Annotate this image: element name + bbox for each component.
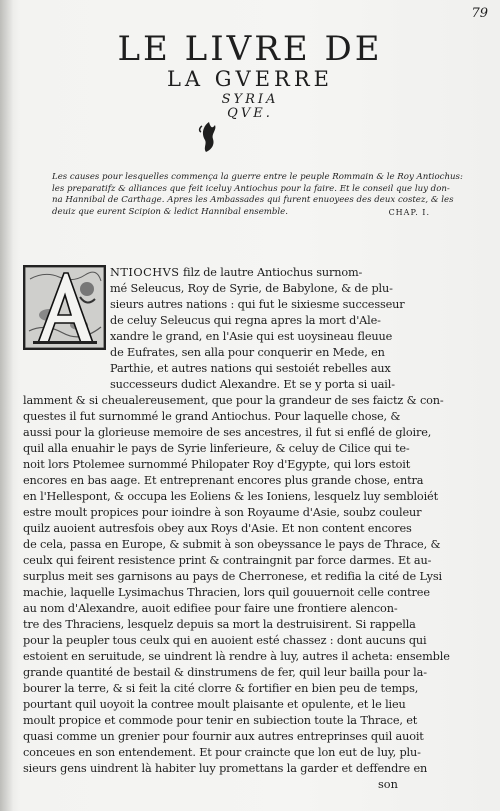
decorated-initial-a-image <box>23 265 106 350</box>
body-line: sieurs autres nations : qui fut le sixiesme successeur <box>110 298 405 311</box>
body-line: xandre le grand, en l'Asie qui est uoysineau fleuue <box>110 330 393 343</box>
body-line: grande quantité de bestail & dinstrumens de fer, quil leur bailla pour la- <box>23 666 427 679</box>
body-line: moult propice et commode pour tenir en subiection toute la Thrace, et <box>23 714 418 727</box>
body-line: mé Seleucus, Roy de Syrie, de Babylone, & de plu- <box>110 282 393 295</box>
body-line: ceulx qui feirent resistence print & contraingnit par force darmes. Et au- <box>23 554 432 567</box>
summary-line: les preparatifz & alliances que feit iceluy Antiochus pour la faire. Et le conseil que luy don- <box>52 183 450 194</box>
body-line: tre des Thraciens, lesquelz depuis sa mort la destruisirent. Si rappella <box>23 618 416 631</box>
body-line: de celuy Seleucus qui regna apres la mort d'Ale- <box>110 314 381 327</box>
body-line: questes il fut surnommé le grand Antiochus. Pour laquelle chose, & <box>23 410 401 423</box>
body-line: machie, laquelle Lysimachus Thracien, lors quil gouuernoit celle contree <box>23 586 430 599</box>
title-line-4: QVE. <box>227 106 273 121</box>
title-line-2: LA GVERRE <box>166 67 333 91</box>
body-line: en l'Hellespont, & occupa les Eoliens & les Ioniens, lesquelz luy sembloiét <box>23 490 438 503</box>
fleuron-ornament-icon <box>197 120 221 154</box>
body-line: quil alla enuahir le pays de Syrie linferieure, & celuy de Cilice qui te- <box>23 442 410 455</box>
folio-number: 79 <box>471 6 488 21</box>
body-line: conceues en son entendement. Et pour craincte que lon eut de luy, plu- <box>23 746 421 759</box>
summary-line: na Hannibal de Carthage. Apres les Ambassades qui furent enuoyees des deux costez, & les <box>52 195 454 206</box>
body-line: pourtant quil uoyoit la contree moult plaisante et opulente, et le lieu <box>23 698 406 711</box>
body-line: aussi pour la glorieuse memoire de ses ancestres, il fut si enflé de gloire, <box>23 426 432 439</box>
catchword: son <box>378 778 398 791</box>
body-line: sieurs gens uindrent là habiter luy promettans la garder et deffendre en <box>23 762 428 775</box>
body-line: quasi comme un grenier pour fournir aux autres entreprinses quil auoit <box>23 730 424 743</box>
body-line: estre moult propices pour ioindre à son Royaume d'Asie, soubz couleur <box>23 506 422 519</box>
title-line-3: SYRIA <box>221 92 279 107</box>
body-line <box>110 265 402 281</box>
body-line: quilz auoient autresfois obey aux Roys d'Asie. Et non content encores <box>23 522 412 535</box>
chapter-label: CHAP. I. <box>388 207 430 217</box>
body-line: lamment & si cheualereusement, que pour la grandeur de ses faictz & con- <box>23 394 444 407</box>
title-line-1: LE LIVRE DE <box>117 29 383 69</box>
body-line: estoient en seruitude, se uindrent là rendre à luy, autres il acheta: ensemble <box>23 650 450 663</box>
gutter-shadow <box>0 0 14 811</box>
summary-line: Les causes pour lesquelles commença la guerre entre le peuple Rommain & le Roy Antiochus: <box>52 172 463 182</box>
body-line: pour la peupler tous ceulx qui en auoient esté chassez : dont aucuns qui <box>23 634 427 647</box>
body-line: au nom d'Alexandre, auoit edifiee pour faire une frontiere alencon- <box>23 602 398 615</box>
body-line: noit lors Ptolemee surnommé Philopater Roy d'Egypte, qui lors estoit <box>23 458 411 471</box>
body-line: surplus meit ses garnisons au pays de Cherronese, et redifia la cité de Lysi <box>23 570 442 583</box>
body-line: encores en bas aage. Et entreprenant encores plus grande chose, entra <box>23 474 424 487</box>
summary-line: deuiz que eurent Scipion & ledict Hannibal ensemble. <box>52 206 288 217</box>
chapter-summary <box>52 172 463 218</box>
opening-word: NTIOCHVS <box>110 266 180 279</box>
body-line: successeurs dudict Alexandre. Et se y porta si uail- <box>110 378 395 391</box>
body-line: de Eufrates, sen alla pour conquerir en Mede, en <box>110 346 385 359</box>
body-line: Parthie, et autres nations qui sestoiét rebelles aux <box>110 362 391 375</box>
body-line: bourer la terre, & si feit la cité clorre & fortifier en bien peu de temps, <box>23 682 419 695</box>
body-line: de cela, passa en Europe, & submit à son obeyssance le pays de Thrace, & <box>23 538 441 551</box>
opening-line-text: filz de lautre Antiochus surnom- <box>179 266 363 279</box>
